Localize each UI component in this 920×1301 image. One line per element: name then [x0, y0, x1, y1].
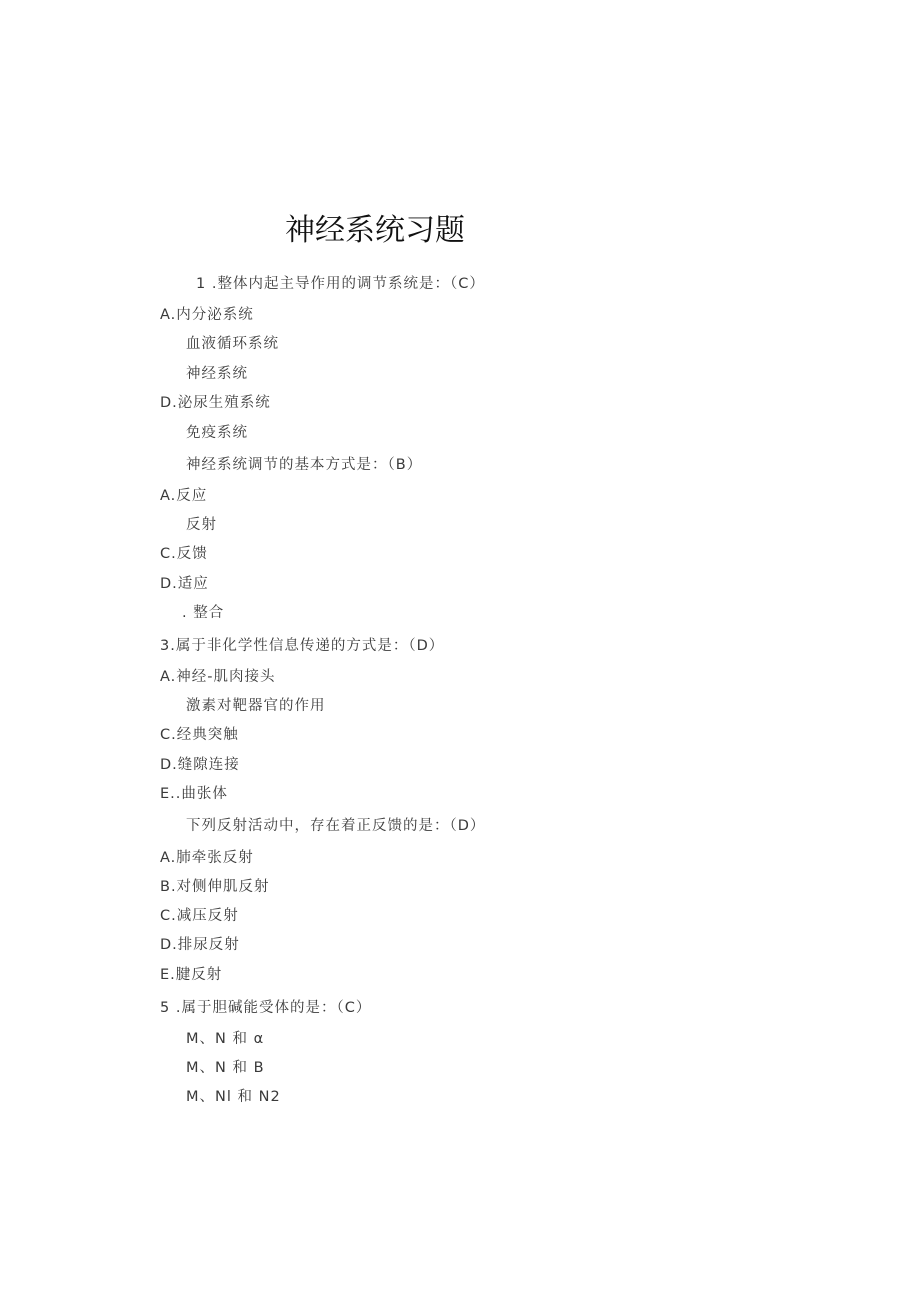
option-text: D.排尿反射	[160, 937, 240, 953]
option-text: D.适应	[160, 576, 209, 592]
option-text: A.神经-肌肉接头	[160, 669, 276, 685]
option-text: 免疫系统	[186, 425, 248, 441]
question-3: 3.属于非化学性信息传递的方式是：（D）	[160, 638, 445, 654]
option-text: M、N 和 B	[186, 1060, 265, 1076]
question-1: 1 .整体内起主导作用的调节系统是：（C）	[196, 276, 485, 292]
option-text: 激素对靶器官的作用	[186, 698, 326, 714]
option-text: 血液循环系统	[186, 336, 279, 352]
option-text: C.减压反射	[160, 908, 239, 924]
option-text: A.肺牵张反射	[160, 850, 254, 866]
option-text: 反射	[186, 517, 217, 533]
option-text: 神经系统	[186, 366, 248, 382]
question-5: 5 .属于胆碱能受体的是：（C）	[160, 1000, 372, 1016]
option-text: B.对侧伸肌反射	[160, 879, 270, 895]
option-text: E.腱反射	[160, 967, 223, 983]
option-text: D.泌尿生殖系统	[160, 395, 271, 411]
option-text: M、N 和 α	[186, 1031, 265, 1047]
option-text: C.反馈	[160, 546, 208, 562]
option-text: D.缝隙连接	[160, 757, 240, 773]
question-4: 下列反射活动中，存在着正反馈的是：（D）	[186, 818, 486, 834]
option-text: A.反应	[160, 488, 208, 504]
option-text: A.内分泌系统	[160, 307, 254, 323]
document-title: 神经系统习题	[285, 213, 465, 248]
option-text: M、Nl 和 N2	[186, 1089, 281, 1105]
option-text: C.经典突触	[160, 727, 239, 743]
question-2: 神经系统调节的基本方式是：（B）	[186, 457, 423, 473]
option-text: . 整合	[182, 605, 225, 621]
option-text: E..曲张体	[160, 786, 228, 802]
